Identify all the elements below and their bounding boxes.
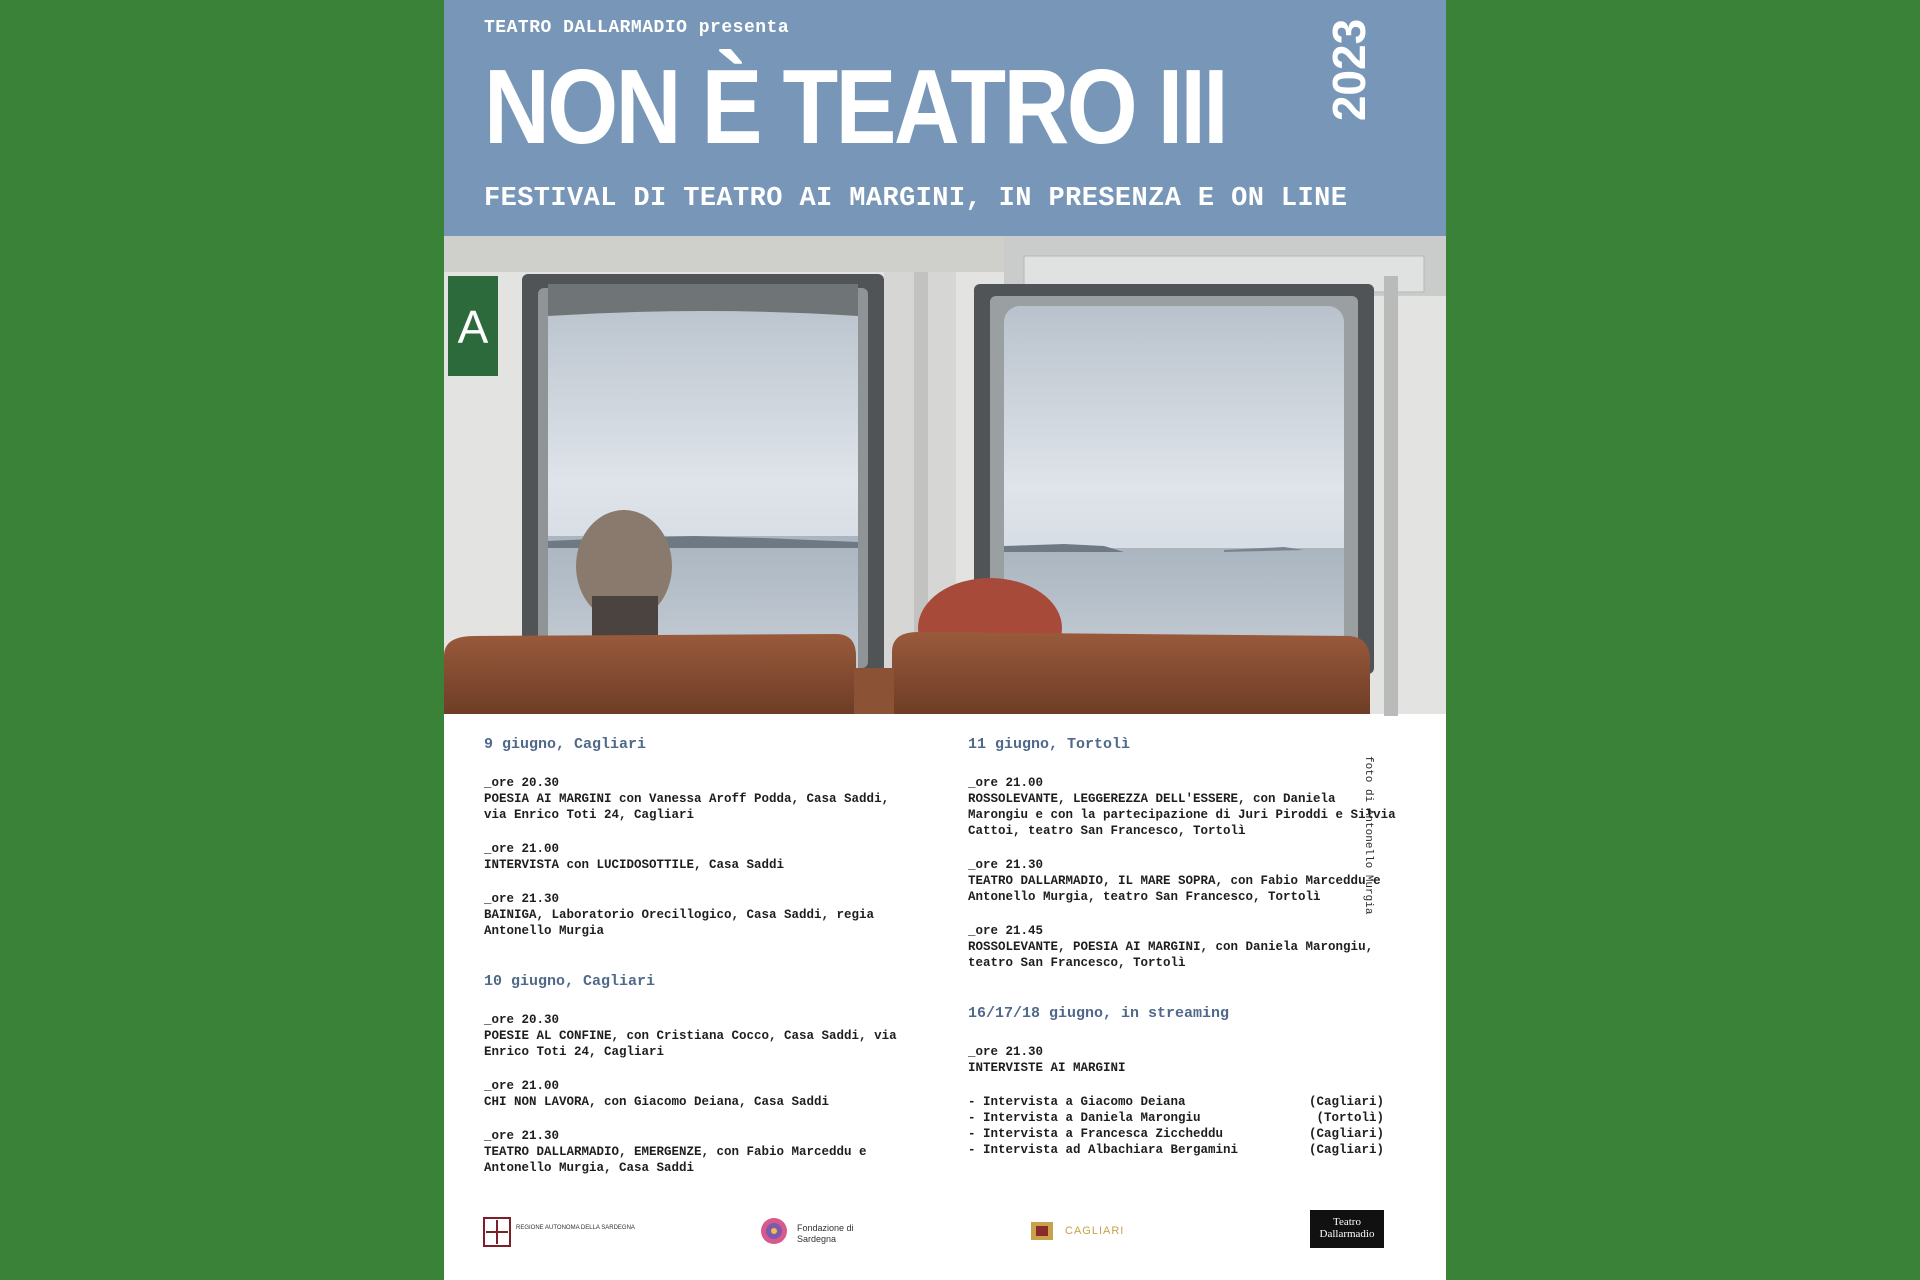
event — [484, 1012, 914, 1060]
event-time: _ore 21.00 — [968, 776, 1044, 790]
day-heading: 10 giugno, Cagliari — [484, 973, 656, 990]
interview-place: (Cagliari) — [1308, 1127, 1384, 1141]
event-description: TEATRO DALLARMADIO, EMERGENZE, con Fabio Marceddu e Antonello Murgia, Casa Saddi — [484, 1145, 867, 1175]
day-group — [968, 736, 1398, 971]
event-description: INTERVISTA con LUCIDOSOTTILE, Casa Saddi — [484, 858, 785, 872]
event-time: _ore 21.00 — [484, 842, 560, 856]
logo-regione-text: REGIONE AUTONOMA DELLA SARDEGNA — [516, 1225, 635, 1231]
event — [484, 1128, 914, 1176]
interview-name: - Intervista a Francesca Ziccheddu — [968, 1127, 1224, 1141]
event-time: _ore 21.30 — [968, 858, 1044, 872]
day-heading: 16/17/18 giugno, in streaming — [968, 1005, 1230, 1022]
day-heading: 11 giugno, Tortolì — [968, 736, 1131, 753]
day-group — [484, 736, 914, 939]
festival-title: NON È TEATRO III — [484, 48, 1227, 166]
interview-name: - Intervista ad Albachiara Bergamini — [968, 1143, 1239, 1157]
logo-comune-cagliari — [1027, 1218, 1167, 1246]
regione-crest-icon — [484, 1216, 654, 1248]
event-time: _ore 21.30 — [484, 892, 560, 906]
event-time: _ore 20.30 — [484, 776, 560, 790]
event — [968, 857, 1398, 905]
interview-row — [968, 1142, 1384, 1158]
cagliari-crest-icon — [1027, 1218, 1057, 1244]
interview-place: (Cagliari) — [1308, 1095, 1384, 1109]
sponsor-logos — [444, 1206, 1446, 1266]
seat-right — [892, 632, 1370, 714]
festival-year: 2023 — [1323, 18, 1375, 122]
interview-row — [968, 1110, 1384, 1126]
poster-header — [444, 0, 1446, 236]
interview-place: (Tortolì) — [1316, 1111, 1384, 1125]
event-description: ROSSOLEVANTE, LEGGEREZZA DELL'ESSERE, con Daniela Marongiu e con la partecipazione di Juri Piroddi e Silvia Cattoi, teatro San Francesco, Tortolì — [968, 792, 1396, 838]
logo-dallarmadio-text: Teatro Dallarmadio — [1319, 1216, 1375, 1240]
day-heading: 9 giugno, Cagliari — [484, 736, 647, 753]
event-time: _ore 21.45 — [968, 924, 1044, 938]
interview-name: - Intervista a Daniela Marongiu — [968, 1111, 1201, 1125]
event — [968, 1044, 1398, 1076]
fondazione-flower-icon — [759, 1216, 789, 1246]
event-description: POESIE AL CONFINE, con Cristiana Cocco, Casa Saddi, via Enrico Toti 24, Cagliari — [484, 1029, 897, 1059]
event-description: ROSSOLEVANTE, POESIA AI MARGINI, con Daniela Marongiu, teatro San Francesco, Tortolì — [968, 940, 1374, 970]
event-description: TEATRO DALLARMADIO, IL MARE SOPRA, con Fabio Marceddu e Antonello Murgia, teatro San Francesco, Tortolì — [968, 874, 1381, 904]
logo-fondazione-text: Fondazione di Sardegna — [797, 1223, 854, 1244]
event — [484, 1078, 914, 1110]
interview-row — [968, 1126, 1384, 1142]
event-time: _ore 21.30 — [484, 1129, 560, 1143]
event-time: _ore 20.30 — [484, 1013, 560, 1027]
day-group — [968, 1005, 1398, 1158]
logo-regione-sardegna — [484, 1216, 654, 1248]
event — [484, 775, 914, 823]
day-group — [484, 973, 914, 1176]
interview-name: - Intervista a Giacomo Deiana — [968, 1095, 1186, 1109]
program-column-right — [968, 736, 1398, 1192]
festival-subtitle: FESTIVAL DI TEATRO AI MARGINI, IN PRESENZA E ON LINE — [484, 184, 1348, 214]
photo-credit: foto di Antonello Murgia — [1362, 756, 1374, 915]
poster — [444, 0, 1446, 1280]
logo-cagliari-text: CAGLIARI — [1065, 1225, 1125, 1237]
logo-teatro-dallarmadio — [1310, 1210, 1384, 1248]
event-time: _ore 21.30 — [968, 1045, 1044, 1059]
seat-left — [444, 634, 856, 714]
event — [484, 841, 914, 873]
section-sign-letter: A — [457, 301, 489, 353]
interview-place: (Cagliari) — [1308, 1143, 1384, 1157]
event-description: CHI NON LAVORA, con Giacomo Deiana, Casa Saddi — [484, 1095, 830, 1109]
event — [968, 775, 1398, 839]
program-column-left — [484, 736, 914, 1210]
event-time: _ore 21.00 — [484, 1079, 560, 1093]
interview-row — [968, 1094, 1384, 1110]
presenter-line: TEATRO DALLARMADIO presenta — [484, 18, 790, 38]
interview-list — [968, 1094, 1398, 1158]
event — [968, 923, 1398, 971]
event — [484, 891, 914, 939]
event-description: POESIA AI MARGINI con Vanessa Aroff Podda, Casa Saddi, via Enrico Toti 24, Cagliari — [484, 792, 890, 822]
event-description: BAINIGA, Laboratorio Orecillogico, Casa Saddi, regia Antonello Murgia — [484, 908, 875, 938]
logo-fondazione-sardegna — [759, 1216, 869, 1248]
photo-illustration — [444, 236, 1446, 714]
event-description: INTERVISTE AI MARGINI — [968, 1061, 1126, 1075]
